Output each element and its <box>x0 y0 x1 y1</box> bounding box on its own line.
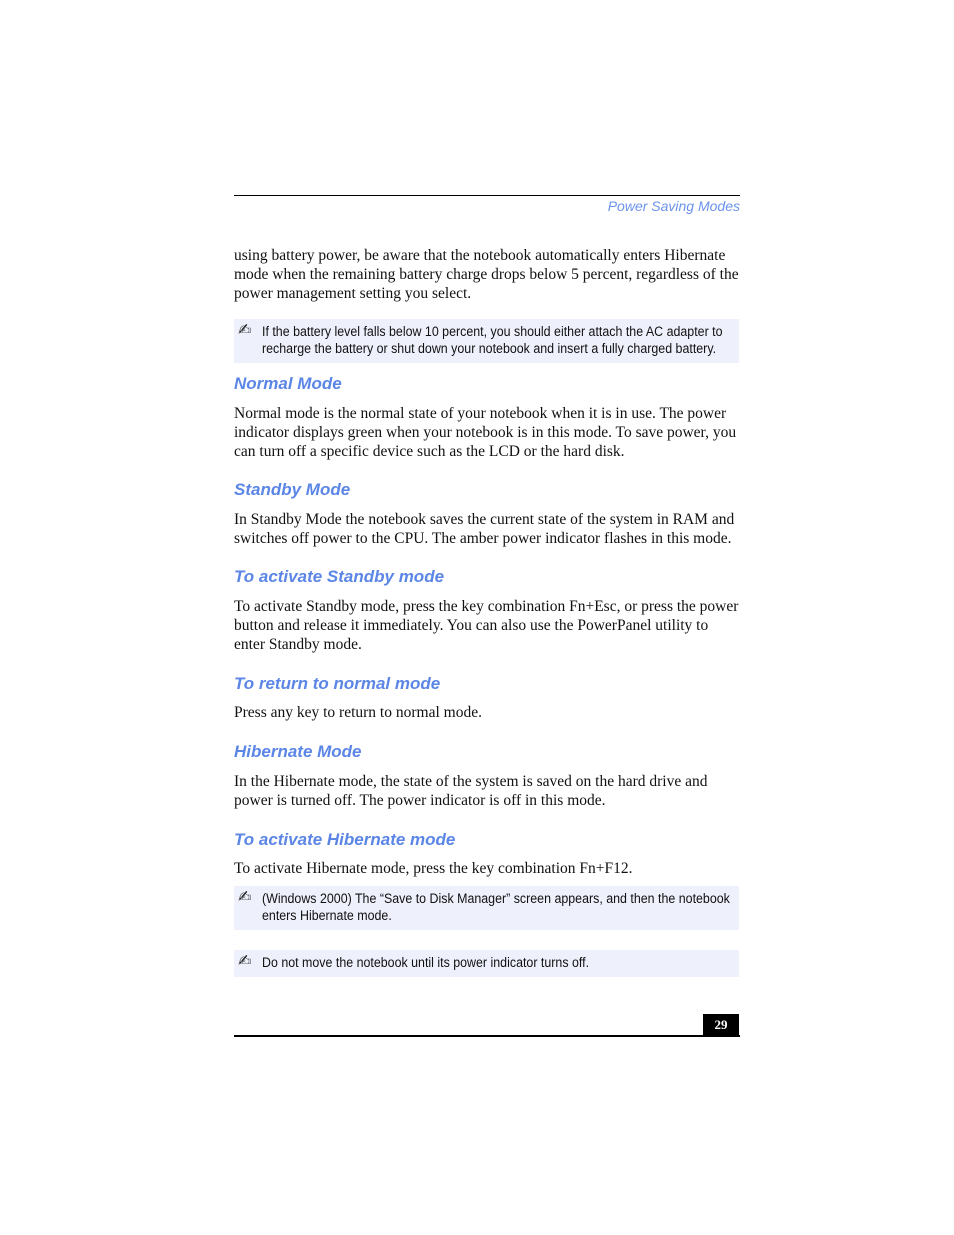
paragraph-line: In the Hibernate mode, the state of the system is saved on the hard drive and <box>234 773 708 790</box>
note-battery-level <box>234 319 739 363</box>
running-header-title: Power Saving Modes <box>607 198 740 214</box>
paragraph-line: To activate Standby mode, press the key combination Fn+Esc, or press the power <box>234 598 739 615</box>
paragraph-line: enter Standby mode. <box>234 636 362 653</box>
return-normal-paragraph <box>234 703 482 722</box>
note-text <box>262 890 730 924</box>
activate-hibernate-paragraph <box>234 859 633 878</box>
heading-return-normal: To return to normal mode <box>234 674 441 693</box>
writing-hand-icon: ✍ <box>238 887 252 906</box>
standby-mode-paragraph <box>234 510 734 548</box>
paragraph-line: button and release it immediately. You can also use the PowerPanel utility to <box>234 617 709 634</box>
writing-hand-icon: ✍ <box>238 320 252 339</box>
hibernate-mode-paragraph <box>234 772 707 810</box>
paragraph-line: indicator displays green when your notebook is in this mode. To save power, you <box>234 424 737 441</box>
paragraph-line: In Standby Mode the notebook saves the current state of the system in RAM and <box>234 511 735 528</box>
heading-hibernate-mode: Hibernate Mode <box>234 742 362 761</box>
note-windows-2000 <box>234 886 739 930</box>
paragraph-line: Press any key to return to normal mode. <box>234 704 482 721</box>
intro-paragraph <box>234 246 739 303</box>
paragraph-line: using battery power, be aware that the notebook automatically enters Hibernate <box>234 247 726 264</box>
paragraph-line: To activate Hibernate mode, press the key combination Fn+F12. <box>234 860 633 877</box>
note-line: enters Hibernate mode. <box>262 908 392 923</box>
activate-standby-paragraph <box>234 597 738 654</box>
writing-hand-icon: ✍ <box>238 951 252 970</box>
note-text <box>262 954 589 971</box>
note-power-indicator <box>234 950 739 977</box>
page-number: 29 <box>703 1014 739 1036</box>
heading-normal-mode: Normal Mode <box>234 374 342 393</box>
paragraph-line: mode when the remaining battery charge drops below 5 percent, regardless of the <box>234 266 739 283</box>
note-text <box>262 323 723 357</box>
heading-activate-standby: To activate Standby mode <box>234 567 445 586</box>
paragraph-line: switches off power to the CPU. The amber power indicator flashes in this mode. <box>234 530 732 547</box>
paragraph-line: power management setting you select. <box>234 285 472 302</box>
header-rule <box>234 195 740 196</box>
footer-rule <box>234 1035 740 1037</box>
heading-standby-mode: Standby Mode <box>234 480 351 499</box>
note-line: recharge the battery or shut down your notebook and insert a fully charged battery. <box>262 341 717 356</box>
heading-activate-hibernate: To activate Hibernate mode <box>234 830 456 849</box>
paragraph-line: power is turned off. The power indicator is off in this mode. <box>234 792 606 809</box>
note-line: Do not move the notebook until its power indicator turns off. <box>262 955 590 970</box>
note-line: If the battery level falls below 10 percent, you should either attach the AC adapter to <box>262 324 723 339</box>
paragraph-line: can turn off a specific device such as the LCD or the hard disk. <box>234 443 625 460</box>
normal-mode-paragraph <box>234 404 736 461</box>
note-line: (Windows 2000) The “Save to Disk Manager” screen appears, and then the notebook <box>262 891 730 906</box>
paragraph-line: Normal mode is the normal state of your notebook when it is in use. The power <box>234 405 727 422</box>
